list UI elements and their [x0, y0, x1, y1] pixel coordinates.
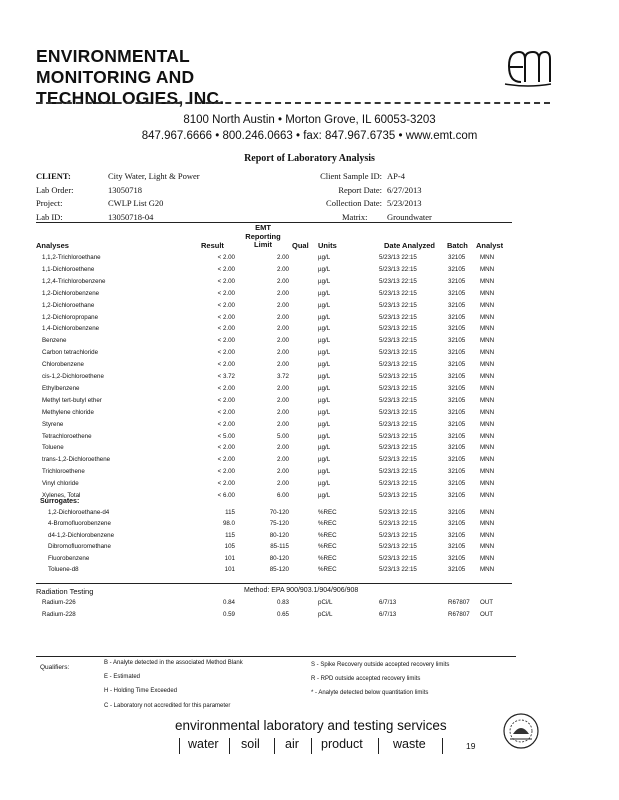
analyte-name: Benzene — [42, 337, 67, 345]
units: µg/L — [318, 254, 331, 261]
collection-date-value: 5/23/2013 — [387, 198, 422, 208]
table-row — [36, 335, 516, 346]
table-row — [36, 419, 516, 430]
result-value: 98.0 — [222, 520, 235, 528]
reporting-limit: 3.72 — [276, 373, 289, 380]
company-name-line-2: MONITORING AND — [36, 67, 195, 87]
reporting-limit: 0.65 — [276, 610, 289, 618]
analyte-name: 4-Bromofluorobenzene — [48, 520, 111, 528]
lab-id-value: 13050718-04 — [108, 212, 154, 222]
client-sample-label: Client Sample ID: — [320, 171, 382, 181]
reporting-limit: 2.00 — [276, 349, 289, 357]
units: µg/L — [318, 265, 331, 273]
col-limit — [242, 224, 284, 250]
table-row — [36, 252, 516, 263]
qualifier-c: C - Laboratory not accredited for this parameter — [104, 703, 231, 709]
table-row — [36, 518, 516, 529]
reporting-limit: 85-120 — [269, 566, 289, 573]
analyst: OUT — [480, 599, 494, 606]
analyst: MNN — [480, 325, 495, 333]
units: µg/L — [318, 313, 331, 321]
result-value: < 2.00 — [217, 361, 235, 369]
result-value: < 2.00 — [217, 420, 235, 428]
units: %REC — [318, 520, 337, 528]
col-date-analyzed: Date Analyzed — [384, 241, 435, 250]
media-air: air — [285, 737, 299, 751]
page-number: 19 — [466, 741, 476, 751]
qualifier-e: E - Estimated — [104, 674, 141, 680]
col-units: Units — [318, 241, 337, 250]
date-analyzed: 5/23/13 22:15 — [379, 277, 417, 285]
table-row — [36, 530, 516, 541]
collection-date-label: Collection Date: — [326, 198, 382, 208]
batch: R67807 — [448, 610, 470, 618]
batch: 32105 — [448, 337, 466, 345]
date-analyzed: 5/23/13 22:15 — [379, 492, 417, 499]
batch: 32105 — [448, 468, 466, 476]
media-separator — [274, 738, 275, 754]
result-value: < 2.00 — [217, 480, 235, 488]
result-value: 115 — [225, 531, 235, 539]
reporting-limit: 2.00 — [276, 468, 289, 476]
table-row — [36, 276, 516, 287]
date-analyzed: 5/23/13 22:15 — [379, 254, 417, 261]
units: µg/L — [318, 432, 331, 440]
batch: 32105 — [448, 420, 466, 428]
analyst: MNN — [480, 337, 495, 345]
reporting-limit: 2.00 — [276, 254, 289, 261]
batch: 32105 — [448, 554, 466, 562]
units: µg/L — [318, 337, 331, 345]
date-analyzed: 5/23/13 22:15 — [379, 313, 417, 321]
header-rule — [36, 222, 512, 223]
reporting-limit: 85-115 — [270, 543, 289, 551]
reporting-limit: 2.00 — [276, 480, 289, 488]
table-row — [36, 490, 516, 501]
batch: 32105 — [448, 396, 466, 404]
result-value: < 2.00 — [217, 384, 235, 392]
result-value: < 3.72 — [217, 373, 235, 380]
batch: 32105 — [448, 277, 466, 285]
batch: 32105 — [448, 289, 466, 297]
table-row — [36, 442, 516, 453]
reporting-limit: 2.00 — [276, 337, 289, 345]
table-row — [36, 288, 516, 299]
analyst: MNN — [480, 444, 495, 452]
batch: 32105 — [448, 254, 466, 261]
matrix-value: Groundwater — [387, 212, 432, 222]
footer-tagline: environmental laboratory and testing services — [175, 718, 447, 733]
analyst: MNN — [480, 566, 495, 573]
matrix-label: Matrix: — [342, 212, 368, 222]
result-value: < 2.00 — [217, 265, 235, 273]
result-value: < 2.00 — [217, 408, 235, 416]
batch: 32105 — [448, 566, 466, 573]
company-name — [36, 46, 224, 109]
analyst: MNN — [480, 420, 495, 428]
batch: 32105 — [448, 325, 466, 333]
result-value: < 2.00 — [217, 337, 235, 345]
analyst: MNN — [480, 531, 495, 539]
analyst: MNN — [480, 509, 495, 516]
qualifier-h: H - Holding Time Exceeded — [104, 688, 178, 694]
units: %REC — [318, 509, 337, 516]
date-analyzed: 5/23/13 22:15 — [379, 384, 417, 392]
radiation-label: Radiation Testing — [36, 587, 94, 596]
reporting-limit: 2.00 — [276, 384, 289, 392]
table-row — [36, 300, 516, 311]
radiation-method: Method: EPA 900/903.1/904/906/908 — [244, 587, 359, 594]
reporting-limit: 2.00 — [276, 396, 289, 404]
reporting-limit: 0.83 — [276, 599, 289, 606]
reporting-limit: 6.00 — [276, 492, 289, 499]
analyte-name: trans-1,2-Dichloroethene — [42, 456, 111, 464]
result-value: 115 — [225, 509, 235, 516]
company-contact: 847.967.6666 • 800.246.0663 • fax: 847.967.6735 • www.emt.com — [141, 130, 478, 142]
analyte-name: Methylene chloride — [42, 408, 94, 416]
batch: 32105 — [448, 543, 466, 551]
result-value: < 2.00 — [217, 289, 235, 297]
date-analyzed: 5/23/13 22:15 — [379, 480, 417, 488]
analyte-name: 1,2-Dichloroethane-d4 — [48, 509, 110, 516]
analyst: MNN — [480, 543, 495, 551]
units: pCi/L — [318, 610, 333, 618]
result-value: < 2.00 — [217, 468, 235, 476]
media-separator — [179, 738, 180, 754]
units: µg/L — [318, 444, 331, 452]
analyte-name: Dibromofluoromethane — [48, 543, 111, 551]
analyte-name: cis-1,2-Dichloroethene — [42, 373, 104, 380]
date-analyzed: 5/23/13 22:15 — [379, 420, 417, 428]
radiation-rule — [36, 583, 512, 584]
units: µg/L — [318, 492, 331, 499]
analyst: MNN — [480, 384, 495, 392]
analyte-name: Radium-226 — [42, 599, 76, 606]
batch: 32105 — [448, 384, 466, 392]
batch: 32105 — [448, 301, 466, 309]
result-value: < 2.00 — [217, 313, 235, 321]
result-value: 105 — [224, 543, 235, 551]
col-analyses: Analyses — [36, 241, 69, 250]
table-row — [36, 564, 516, 575]
analyst: MNN — [480, 408, 495, 416]
date-analyzed: 5/23/13 22:15 — [379, 432, 417, 440]
batch: 32105 — [448, 313, 466, 321]
analyst: MNN — [480, 520, 495, 528]
media-separator — [229, 738, 230, 754]
qualifiers-rule — [36, 656, 516, 657]
units: µg/L — [318, 361, 331, 369]
report-title: Report of Laboratory Analysis — [244, 153, 375, 164]
units: µg/L — [318, 373, 331, 380]
units: µg/L — [318, 289, 331, 297]
batch: 32105 — [448, 432, 466, 440]
result-value: < 2.00 — [217, 254, 235, 261]
analyte-name: d4-1,2-Dichlorobenzene — [48, 531, 115, 539]
analyte-name: Toluene — [42, 444, 64, 452]
media-separator — [378, 738, 379, 754]
media-product: product — [321, 737, 363, 751]
analyte-name: 1,1-Dichloroethene — [42, 265, 95, 273]
units: µg/L — [318, 325, 331, 333]
table-row — [36, 541, 516, 552]
analyte-name: Ethylbenzene — [42, 384, 80, 392]
reporting-limit: 2.00 — [276, 265, 289, 273]
units: %REC — [318, 543, 337, 551]
date-analyzed: 5/23/13 22:15 — [379, 520, 417, 528]
client-value: City Water, Light & Power — [108, 171, 200, 181]
analyte-name: Radium-228 — [42, 610, 76, 618]
analyst: MNN — [480, 468, 495, 476]
result-value: < 2.00 — [217, 349, 235, 357]
analyte-name: 1,2-Dichlorobenzene — [42, 289, 100, 297]
date-analyzed: 5/23/13 22:15 — [379, 531, 417, 539]
table-row — [36, 407, 516, 418]
analyst: MNN — [480, 265, 495, 273]
batch: R67807 — [448, 599, 470, 606]
analyte-name: 1,1,2-Trichloroethane — [42, 254, 101, 261]
analyst: MNN — [480, 373, 495, 380]
units: µg/L — [318, 408, 331, 416]
qualifier-r: R - RPD outside accepted recovery limits — [311, 676, 421, 682]
client-label: CLIENT: — [36, 171, 71, 181]
date-analyzed: 5/23/13 22:15 — [379, 396, 417, 404]
batch: 32105 — [448, 361, 466, 369]
units: pCi/L — [318, 599, 333, 606]
media-soil: soil — [241, 737, 260, 751]
surrogates-label: Surrogates: — [40, 498, 80, 505]
qualifiers-label: Qualifiers: — [40, 664, 70, 671]
reporting-limit: 5.00 — [276, 432, 289, 440]
batch: 32105 — [448, 408, 466, 416]
table-row — [36, 609, 516, 620]
batch: 32105 — [448, 520, 466, 528]
units: µg/L — [318, 456, 331, 464]
analyst: MNN — [480, 254, 495, 261]
table-row — [36, 553, 516, 564]
table-row — [36, 597, 516, 608]
analyst: MNN — [480, 456, 495, 464]
result-value: 0.84 — [222, 599, 235, 606]
result-value: < 2.00 — [217, 396, 235, 404]
table-row — [36, 431, 516, 442]
table-row — [36, 383, 516, 394]
units: µg/L — [318, 420, 331, 428]
reporting-limit: 2.00 — [276, 444, 289, 452]
analyst: MNN — [480, 361, 495, 369]
analyte-name: Xylenes, Total — [42, 492, 81, 499]
table-row — [36, 371, 516, 382]
date-analyzed: 5/23/13 22:15 — [379, 408, 417, 416]
date-analyzed: 5/23/13 22:15 — [379, 468, 417, 476]
col-analyst: Analyst — [476, 241, 504, 250]
batch: 32105 — [448, 349, 466, 357]
analyst: OUT — [480, 610, 494, 618]
units: µg/L — [318, 480, 331, 488]
date-analyzed: 5/23/13 22:15 — [379, 265, 417, 273]
analyst: MNN — [480, 277, 495, 285]
batch: 32105 — [448, 509, 466, 516]
company-logo — [503, 46, 553, 88]
col-limit-line-1: EMT — [255, 223, 271, 232]
accreditation-seal-icon — [502, 712, 540, 750]
units: %REC — [318, 554, 337, 562]
reporting-limit: 70-120 — [269, 509, 289, 516]
reporting-limit: 2.00 — [276, 456, 289, 464]
table-row — [36, 478, 516, 489]
date-analyzed: 5/23/13 22:15 — [379, 325, 417, 333]
result-value: < 2.00 — [217, 325, 235, 333]
analyte-name: Carbon tetrachloride — [42, 349, 99, 357]
table-row — [36, 454, 516, 465]
table-row — [36, 312, 516, 323]
lab-order-label: Lab Order: — [36, 185, 74, 195]
project-value: CWLP List G20 — [108, 198, 164, 208]
result-value: 0.59 — [222, 610, 235, 618]
reporting-limit: 80-120 — [269, 554, 289, 562]
table-row — [36, 507, 516, 518]
table-row — [36, 359, 516, 370]
date-analyzed: 5/23/13 22:15 — [379, 509, 417, 516]
date-analyzed: 5/23/13 22:15 — [379, 349, 417, 357]
reporting-limit: 2.00 — [276, 313, 289, 321]
analyst: MNN — [480, 289, 495, 297]
lab-id-label: Lab ID: — [36, 212, 63, 222]
analyte-name: 1,2-Dichloropropane — [42, 313, 99, 321]
reporting-limit: 2.00 — [276, 361, 289, 369]
qualifier-b: B - Analyte detected in the associated Method Blank — [104, 660, 243, 666]
col-batch: Batch — [447, 241, 468, 250]
reporting-limit: 2.00 — [276, 408, 289, 416]
table-row — [36, 395, 516, 406]
date-analyzed: 5/23/13 22:15 — [379, 373, 417, 380]
batch: 32105 — [448, 480, 466, 488]
result-value: < 2.00 — [217, 277, 235, 285]
date-analyzed: 5/23/13 22:15 — [379, 289, 417, 297]
report-date-label: Report Date: — [338, 185, 382, 195]
date-analyzed: 5/23/13 22:15 — [379, 554, 417, 562]
units: µg/L — [318, 301, 331, 309]
units: %REC — [318, 566, 337, 573]
reporting-limit: 75-120 — [269, 520, 289, 528]
analyte-name: Vinyl chloride — [42, 480, 79, 488]
date-analyzed: 5/23/13 22:15 — [379, 543, 417, 551]
date-analyzed: 5/23/13 22:15 — [379, 361, 417, 369]
batch: 32105 — [448, 265, 466, 273]
analyte-name: Tetrachloroethene — [42, 432, 92, 440]
result-value: 101 — [224, 566, 235, 573]
company-name-line-1: ENVIRONMENTAL — [36, 46, 190, 66]
units: µg/L — [318, 384, 331, 392]
date-analyzed: 5/23/13 22:15 — [379, 566, 417, 573]
result-value: < 2.00 — [217, 301, 235, 309]
analyte-name: Trichloroethene — [42, 468, 85, 476]
batch: 32105 — [448, 531, 466, 539]
analyte-name: 1,2,4-Trichlorobenzene — [42, 277, 106, 285]
col-limit-line-2: Reporting — [245, 231, 281, 241]
result-value: < 2.00 — [217, 444, 235, 452]
analyst: MNN — [480, 349, 495, 357]
col-limit-line-3: Limit — [254, 240, 272, 249]
letterhead-divider — [36, 102, 550, 104]
reporting-limit: 2.00 — [276, 277, 289, 285]
reporting-limit: 80-120 — [269, 531, 289, 539]
units: µg/L — [318, 468, 331, 476]
analyst: MNN — [480, 554, 495, 562]
table-row — [36, 466, 516, 477]
table-row — [36, 323, 516, 334]
table-row — [36, 264, 516, 275]
table-row — [36, 347, 516, 358]
company-name-line-3: TECHNOLOGIES, INC. — [36, 88, 225, 108]
analyte-name: 1,2-Dichloroethane — [42, 301, 95, 309]
result-value: < 6.00 — [217, 492, 235, 499]
batch: 32105 — [448, 373, 466, 380]
reporting-limit: 2.00 — [276, 289, 289, 297]
analyte-name: Fluorobenzene — [48, 554, 90, 562]
reporting-limit: 2.00 — [276, 301, 289, 309]
date-analyzed: 5/23/13 22:15 — [379, 301, 417, 309]
analyst: MNN — [480, 492, 495, 499]
analyst: MNN — [480, 480, 495, 488]
media-waste: waste — [393, 737, 426, 751]
analyst: MNN — [480, 313, 495, 321]
date-analyzed: 5/23/13 22:15 — [379, 444, 417, 452]
result-value: 101 — [224, 554, 235, 562]
qualifier-star: * - Analyte detected below quantitation limits — [311, 690, 429, 696]
analyst: MNN — [480, 432, 495, 440]
project-label: Project: — [36, 198, 63, 208]
media-separator — [442, 738, 443, 754]
result-value: < 5.00 — [217, 432, 235, 440]
analyte-name: Chlorobenzene — [42, 361, 84, 369]
units: µg/L — [318, 396, 331, 404]
qualifier-s: S - Spike Recovery outside accepted recovery limits — [311, 662, 450, 668]
col-qual: Qual — [292, 241, 309, 250]
units: µg/L — [318, 349, 331, 357]
units: %REC — [318, 531, 337, 539]
batch: 32105 — [448, 444, 466, 452]
analyte-name: Methyl tert-butyl ether — [42, 396, 102, 404]
units: µg/L — [318, 277, 331, 285]
result-value: < 2.00 — [217, 456, 235, 464]
reporting-limit: 2.00 — [276, 325, 289, 333]
lab-order-value: 13050718 — [108, 185, 142, 195]
media-water: water — [188, 737, 219, 751]
company-address: 8100 North Austin • Morton Grove, IL 60053-3203 — [183, 114, 436, 126]
date-analyzed: 5/23/13 22:15 — [379, 456, 417, 464]
analyst: MNN — [480, 301, 495, 309]
date-analyzed: 6/7/13 — [379, 610, 397, 618]
analyte-name: 1,4-Dichlorobenzene — [42, 325, 100, 333]
media-separator — [311, 738, 312, 754]
analyte-name: Toluene-d8 — [48, 566, 79, 573]
analyte-name: Styrene — [42, 420, 64, 428]
report-date-value: 6/27/2013 — [387, 185, 422, 195]
client-sample-value: AP-4 — [387, 171, 405, 181]
date-analyzed: 5/23/13 22:15 — [379, 337, 417, 345]
reporting-limit: 2.00 — [276, 420, 289, 428]
date-analyzed: 6/7/13 — [379, 599, 397, 606]
batch: 32105 — [448, 492, 466, 499]
col-result: Result — [201, 241, 224, 250]
analyst: MNN — [480, 396, 495, 404]
batch: 32105 — [448, 456, 466, 464]
